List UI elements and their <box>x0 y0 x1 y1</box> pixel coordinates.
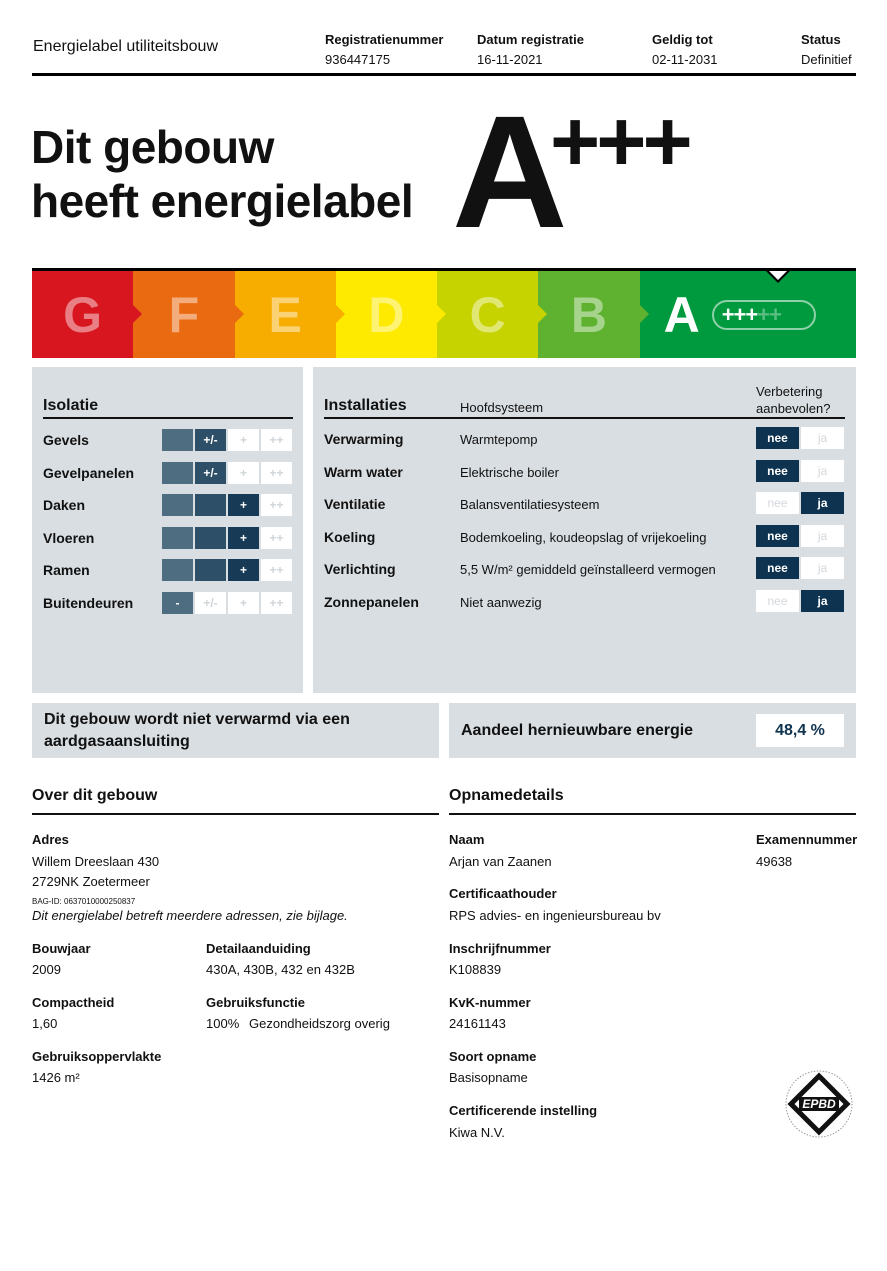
valid-until-block <box>652 30 718 70</box>
name-label: Naam <box>449 832 485 847</box>
headline-line-1: Dit gebouw <box>31 121 274 173</box>
installation-row-label: Zonnepanelen <box>324 593 419 610</box>
scale-class-g <box>32 271 133 358</box>
usage-area-label: Gebruiksoppervlakte <box>32 1049 162 1064</box>
isolation-rating-bar <box>162 527 293 549</box>
isolation-rating-cell: - <box>162 592 193 614</box>
isolation-rating-cell <box>195 559 226 581</box>
inspection-section-title: Opnamedetails <box>449 787 564 804</box>
isolation-rating-cell: ++ <box>261 592 292 614</box>
isolation-row-label: Gevels <box>43 432 89 448</box>
multiple-addresses-note: Dit energielabel betreft meerdere adressen, zie bijlage. <box>32 908 348 923</box>
improvement-no-badge: nee <box>756 492 799 514</box>
building-section-title: Over dit gebouw <box>32 787 158 804</box>
isolation-rating-cell <box>162 462 193 484</box>
bag-id: BAG-ID: 0637010000250837 <box>32 897 136 906</box>
isolation-rating-cell: + <box>228 429 259 451</box>
name-value: Arjan van Zaanen <box>449 854 552 869</box>
detail-value: 430A, 430B, 432 en 432B <box>206 962 355 977</box>
installations-panel <box>313 367 856 693</box>
isolation-rating-bar <box>162 494 293 516</box>
isolation-row-label: Vloeren <box>43 529 95 546</box>
no-gas-line-1: Dit gebouw wordt niet verwarmd via een <box>44 711 350 728</box>
installations-title: Installaties <box>324 397 407 414</box>
registration-date-block <box>477 30 584 70</box>
usage-area-value: 1426 m² <box>32 1070 80 1085</box>
improvement-header-line-2: aanbevolen? <box>756 401 831 416</box>
certifying-body-value: Kiwa N.V. <box>449 1125 505 1140</box>
exam-number-label: Examennummer <box>756 832 858 847</box>
installation-row-label: Verwarming <box>324 431 404 447</box>
scale-class-e <box>235 271 336 358</box>
improvement-yes-badge: ja <box>801 460 844 482</box>
registration-id-value: K108839 <box>449 962 502 977</box>
certificate-holder-label: Certificaathouder <box>449 886 557 901</box>
registration-date-label: Datum registratie <box>477 32 584 47</box>
isolation-rating-cell: + <box>228 559 259 581</box>
isolation-title-rule <box>43 417 293 419</box>
energy-label-plus: +++ <box>550 94 689 190</box>
isolation-row-label: Gevelpanelen <box>43 464 135 481</box>
isolation-rating-cell: ++ <box>261 559 292 581</box>
no-gas-connection-note <box>32 703 439 758</box>
improvement-no-badge: nee <box>756 427 799 449</box>
isolation-rating-cell <box>162 429 193 451</box>
building-section-rule <box>32 813 439 815</box>
label-plus-indicator <box>712 300 816 330</box>
inspection-type-value: Basisopname <box>449 1070 528 1085</box>
improvement-no-badge: nee <box>756 557 799 579</box>
improvement-yes-badge: ja <box>801 492 844 514</box>
inspection-type-label: Soort opname <box>449 1049 537 1064</box>
isolation-rating-cell <box>162 559 193 581</box>
isolation-rating-bar <box>162 592 293 614</box>
inspection-section-rule <box>449 813 856 815</box>
renewable-energy-value: 48,4 % <box>756 714 844 747</box>
isolation-rating-cell <box>162 527 193 549</box>
installation-system: 5,5 W/m² gemiddeld geïnstalleerd vermogen <box>460 562 716 577</box>
renewable-energy-label: Aandeel hernieuwbare energie <box>461 722 694 739</box>
installation-row-label: Verlichting <box>324 561 396 577</box>
build-year-value: 2009 <box>32 962 61 977</box>
build-year-label: Bouwjaar <box>32 941 91 956</box>
isolation-row-label: Daken <box>43 497 86 513</box>
improvement-no-badge: nee <box>756 590 799 612</box>
compactness-value: 1,60 <box>32 1016 58 1031</box>
plus-achieved: +++ <box>721 301 758 327</box>
plus-remaining: ++ <box>757 301 781 327</box>
isolation-rating-cell: +/- <box>195 429 226 451</box>
scale-class-letter: G <box>63 286 103 343</box>
isolation-row-label: Ramen <box>43 562 90 578</box>
exam-number-value: 49638 <box>756 854 793 869</box>
isolation-title: Isolatie <box>43 397 99 414</box>
scale-arrow-icon <box>336 305 345 323</box>
status-label: Status <box>801 32 841 47</box>
headline <box>31 120 413 228</box>
document-type: Energielabel utiliteitsbouw <box>33 38 218 55</box>
epbd-logo-icon <box>783 1068 855 1140</box>
improvement-header <box>756 383 830 417</box>
isolation-rating-cell: + <box>228 527 259 549</box>
installations-title-rule <box>324 417 845 419</box>
isolation-rating-cell: + <box>228 592 259 614</box>
improvement-yes-badge: ja <box>801 427 844 449</box>
registration-number-block <box>325 30 443 70</box>
address-line-2: 2729NK Zoetermeer <box>32 874 150 889</box>
epbd-logo-text: EPBD <box>802 1097 836 1111</box>
installation-system: Warmtepomp <box>460 432 538 447</box>
isolation-rating-cell <box>162 494 193 516</box>
status-value: Definitief <box>801 52 852 67</box>
headline-line-2: heeft energielabel <box>31 175 414 227</box>
improvement-no-badge: nee <box>756 460 799 482</box>
scale-arrow-icon <box>235 305 244 323</box>
installation-row-label: Warm water <box>324 463 403 480</box>
usage-function-percent: 100% <box>206 1016 240 1031</box>
certificate-holder-value: RPS advies- en ingenieursbureau bv <box>449 908 661 923</box>
isolation-row-label: Buitendeuren <box>43 594 134 611</box>
installation-row-label: Koeling <box>324 528 376 545</box>
installation-row-label: Ventilatie <box>324 496 386 512</box>
valid-until-label: Geldig tot <box>652 32 713 47</box>
isolation-panel <box>32 367 303 693</box>
isolation-rating-cell <box>195 494 226 516</box>
kvk-value: 24161143 <box>449 1016 506 1031</box>
scale-class-a <box>640 271 856 358</box>
scale-arrow-icon <box>437 305 446 323</box>
scale-pointer-inner <box>769 271 787 280</box>
isolation-rating-cell: +/- <box>195 592 226 614</box>
scale-class-letter: F <box>168 286 200 343</box>
no-gas-line-2: aardgasaansluiting <box>44 733 190 750</box>
status-block <box>801 30 852 70</box>
isolation-rating-bar <box>162 559 293 581</box>
renewable-energy-box <box>449 703 856 758</box>
isolation-rating-cell: + <box>228 494 259 516</box>
isolation-rating-cell: ++ <box>261 494 292 516</box>
isolation-rating-cell: + <box>228 462 259 484</box>
registration-id-label: Inschrijfnummer <box>449 941 551 956</box>
usage-function-value: Gezondheidszorg overig <box>249 1016 390 1031</box>
valid-until-value: 02-11-2031 <box>652 52 718 67</box>
main-system-header: Hoofdsysteem <box>460 400 544 415</box>
isolation-rating-cell: ++ <box>261 527 292 549</box>
improvement-yes-badge: ja <box>801 590 844 612</box>
registration-number-value: 936447175 <box>325 52 391 67</box>
improvement-no-badge: nee <box>756 525 799 547</box>
scale-class-letter: C <box>469 286 506 343</box>
registration-date-value: 16-11-2021 <box>477 52 543 67</box>
installation-system: Balansventilatiesysteem <box>460 497 600 512</box>
isolation-rating-cell: ++ <box>261 462 292 484</box>
address-line-1: Willem Dreeslaan 430 <box>32 854 160 869</box>
improvement-yes-badge: ja <box>801 525 844 547</box>
isolation-rating-cell: ++ <box>261 429 292 451</box>
improvement-header-line-1: Verbetering <box>756 384 823 399</box>
scale-class-letter: D <box>368 286 405 343</box>
energy-label-scale <box>32 271 856 358</box>
compactness-label: Compactheid <box>32 995 115 1010</box>
isolation-rating-cell <box>195 527 226 549</box>
isolation-rating-bar <box>162 462 293 484</box>
scale-class-letter: A <box>663 286 700 343</box>
certifying-body-label: Certificerende instelling <box>449 1103 598 1118</box>
isolation-rating-cell: +/- <box>195 462 226 484</box>
scale-class-letter: E <box>268 286 302 343</box>
detail-label: Detailaanduiding <box>206 941 311 956</box>
installation-system: Elektrische boiler <box>460 464 559 480</box>
scale-class-f <box>133 271 234 358</box>
scale-class-letter: B <box>570 286 608 343</box>
kvk-label: KvK-nummer <box>449 995 531 1010</box>
scale-arrow-icon <box>640 305 649 323</box>
installation-system: Niet aanwezig <box>460 594 542 610</box>
installation-system: Bodemkoeling, koudeopslag of vrijekoeling <box>460 529 707 545</box>
scale-arrow-icon <box>133 305 142 323</box>
header-divider <box>32 73 856 76</box>
registration-number-label: Registratienummer <box>325 32 444 47</box>
scale-class-b <box>538 271 639 358</box>
energy-label-letter: A <box>452 82 568 261</box>
address-label: Adres <box>32 832 69 847</box>
scale-class-c <box>437 271 538 358</box>
improvement-yes-badge: ja <box>801 557 844 579</box>
isolation-rating-bar <box>162 429 293 451</box>
scale-arrow-icon <box>538 305 547 323</box>
scale-class-d <box>336 271 437 358</box>
usage-function-label: Gebruiksfunctie <box>206 995 305 1010</box>
